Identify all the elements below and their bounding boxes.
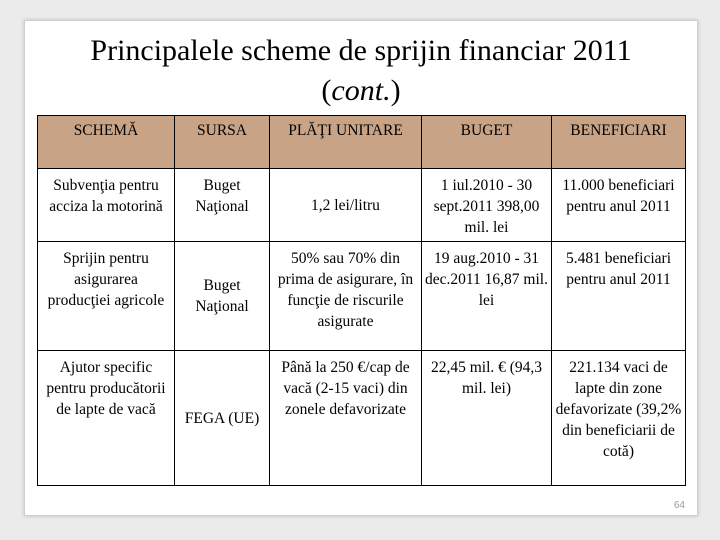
cell-unit-payment: Până la 250 €/cap de vacă (2-15 vaci) din zonele defavorizate — [270, 351, 422, 486]
cell-beneficiaries: 11.000 beneficiari pentru anul 2011 — [552, 169, 686, 242]
title-main: Principalele scheme de sprijin financiar 2011 — [90, 34, 632, 67]
page-number: 64 — [673, 500, 685, 511]
table-header-row — [38, 116, 686, 169]
header-schema: SCHEMĂ — [38, 116, 175, 169]
cell-beneficiaries: 221.134 vaci de lapte din zone defavorizate (39,2% din beneficiarii de cotă) — [552, 351, 686, 486]
table-row — [38, 169, 686, 242]
title-cont: cont. — [331, 74, 391, 107]
cell-budget: 1 iul.2010 - 30 sept.2011 398,00 mil. lei — [422, 169, 552, 242]
cell-beneficiaries: 5.481 beneficiari pentru anul 2011 — [552, 242, 686, 351]
header-budget: BUGET — [422, 116, 552, 169]
cell-source: FEGA (UE) — [175, 351, 270, 486]
table-row — [38, 351, 686, 486]
slide — [24, 20, 698, 516]
slide-title — [25, 31, 697, 111]
cell-budget: 19 aug.2010 - 31 dec.2011 16,87 mil. lei — [422, 242, 552, 351]
title-cont-open: ( — [321, 74, 332, 107]
cell-budget: 22,45 mil. € (94,3 mil. lei) — [422, 351, 552, 486]
title-cont-close: ) — [390, 74, 401, 107]
cell-source: Buget Naţional — [175, 242, 270, 351]
header-source: SURSA — [175, 116, 270, 169]
cell-schema: Subvenţia pentru acciza la motorină — [38, 169, 175, 242]
cell-unit-payment: 50% sau 70% din prima de asigurare, în funcţie de riscurile asigurate — [270, 242, 422, 351]
cell-schema: Sprijin pentru asigurarea producţiei agricole — [38, 242, 175, 351]
financial-support-table — [37, 115, 686, 486]
cell-schema: Ajutor specific pentru producătorii de lapte de vacă — [38, 351, 175, 486]
cell-source: Buget Naţional — [175, 169, 270, 242]
header-beneficiaries: BENEFICIARI — [552, 116, 686, 169]
cell-unit-payment: 1,2 lei/litru — [270, 169, 422, 242]
header-unit-payments: PLĂŢI UNITARE — [270, 116, 422, 169]
table-row — [38, 242, 686, 351]
